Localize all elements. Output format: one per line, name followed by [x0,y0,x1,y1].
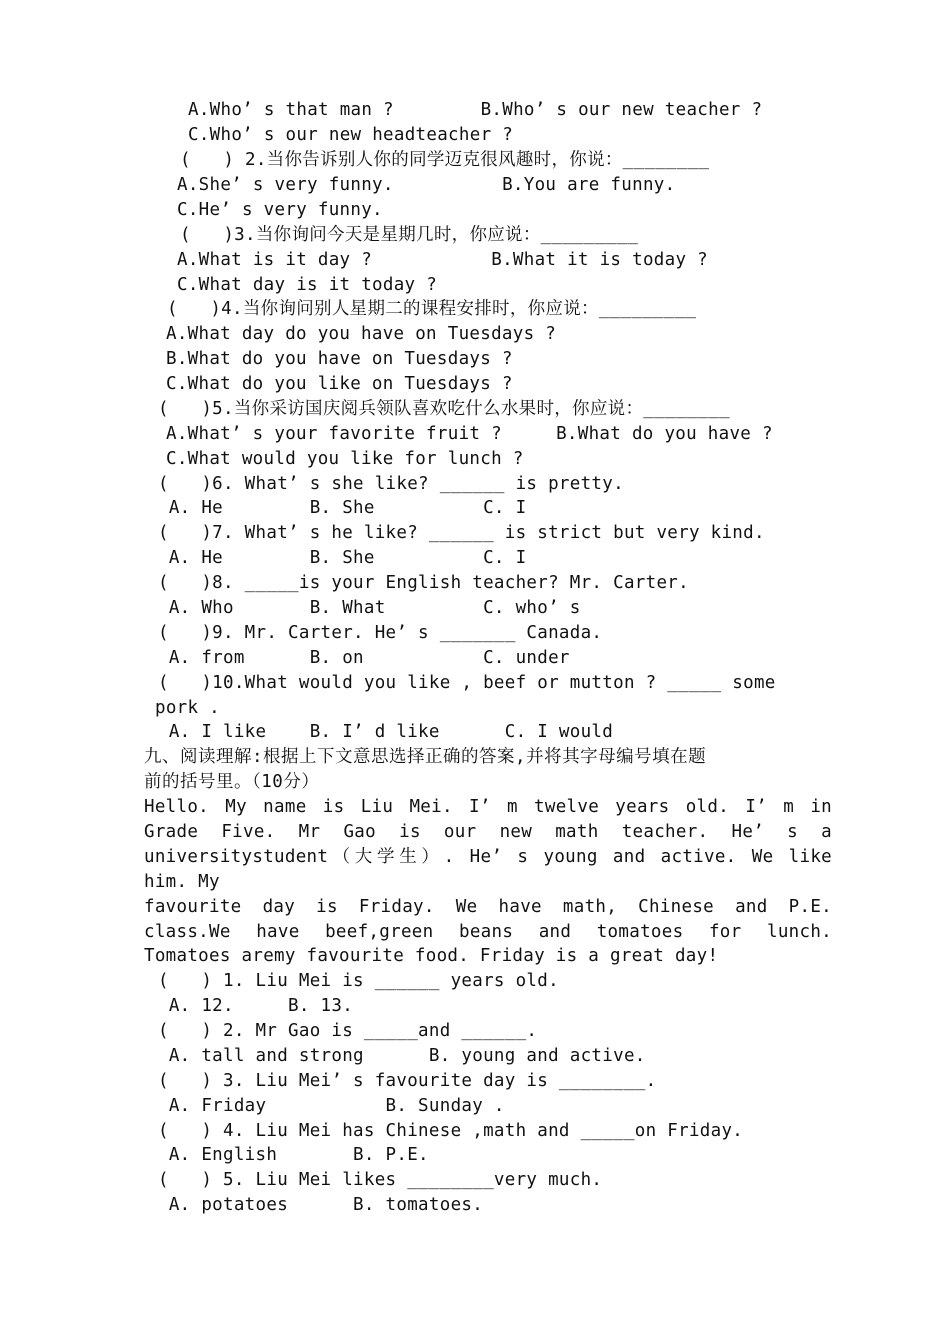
q7-options: A. He B. She C. I [158,548,527,568]
q1-option-c: C.Who’ s our new headteacher ? [188,125,514,145]
q4-option-c: C.What do you like on Tuesdays ? [166,374,513,394]
q3-options-a-b: A.What is it day ? B.What it is today ? [177,250,708,270]
q4-option-a: A.What day do you have on Tuesdays ? [166,324,557,344]
reading-q1-options: A. 12. B. 13. [158,996,354,1016]
q4-stem: ( )4.当你询问别人星期二的课程安排时，你应说：_________ [167,299,697,319]
passage-line-6: class.We have beef,green beans and tomatoes for lunch. [144,922,832,942]
q10-continuation: pork . [155,698,221,718]
reading-q3-stem: ( ) 3. Liu Mei’ s favourite day is ________. [158,1071,657,1091]
q2-option-c: C.He’ s very funny. [177,200,383,220]
reading-q2-stem: ( ) 2. Mr Gao is _____and ______. [158,1021,538,1041]
reading-q4-stem: ( ) 4. Liu Mei has Chinese ,math and _____on Friday. [158,1121,744,1141]
reading-q5-stem: ( ) 5. Liu Mei likes ________very much. [158,1170,603,1190]
q6-stem: ( )6. What’ s she like? ______ is pretty. [158,474,624,494]
passage-line-4: him. My [144,872,220,892]
passage-line-5: favourite day is Friday. We have math, Chinese and P.E. [144,897,832,917]
reading-q4-options: A. English B. P.E. [158,1145,429,1165]
passage-line-3: universitystudent（大学生）. He’ s young and active. We like [144,847,832,867]
q10-options: A. I like B. I’ d like C. I would [158,722,614,742]
q4-option-b: B.What do you have on Tuesdays ? [166,349,513,369]
section-9-title: 九、阅读理解:根据上下文意思选择正确的答案,并将其字母编号填在题 [144,747,707,767]
q8-options: A. Who B. What C. who’ s [158,598,581,618]
q5-options-a-b: A.What’ s your favorite fruit ? B.What do you have ? [166,424,773,444]
reading-q2-options: A. tall and strong B. young and active. [158,1046,646,1066]
q9-stem: ( )9. Mr. Carter. He’ s _______ Canada. [158,623,603,643]
q5-option-c: C.What would you like for lunch ? [166,449,524,469]
reading-q1-stem: ( ) 1. Liu Mei is ______ years old. [158,971,559,991]
q3-stem: ( )3.当你询问今天是星期几时，你应说：_________ [180,225,639,245]
q2-options-a-b: A.She’ s very funny. B.You are funny. [177,175,676,195]
q5-stem: ( )5.当你采访国庆阅兵领队喜欢吃什么水果时，你应说：________ [158,399,730,419]
passage-line-1: Hello. My name is Liu Mei. I’ m twelve years old. I’ m in [144,797,832,817]
q10-stem: ( )10.What would you like , beef or mutton ? _____ some [158,673,776,693]
q1-options-a-b: A.Who’ s that man ? B.Who’ s our new teacher ? [188,100,763,120]
q2-stem: ( ) 2.当你告诉别人你的同学迈克很风趣时，你说：________ [180,150,710,170]
q6-options: A. He B. She C. I [158,498,527,518]
q8-stem: ( )8. _____is your English teacher? Mr. Carter. [158,573,689,593]
reading-q3-options: A. Friday B. Sunday . [158,1096,505,1116]
q7-stem: ( )7. What’ s he like? ______ is strict but very kind. [158,523,765,543]
section-9-title-cont: 前的括号里。（10分） [144,772,320,792]
q9-options: A. from B. on C. under [158,648,570,668]
passage-line-2: Grade Five. Mr Gao is our new math teacher. He’ s a [144,822,832,842]
q3-option-c: C.What day is it today ? [177,275,438,295]
reading-q5-options: A. potatoes B. tomatoes. [158,1195,484,1215]
passage-line-7: Tomatoes aremy favourite food. Friday is a great day! [144,946,719,966]
